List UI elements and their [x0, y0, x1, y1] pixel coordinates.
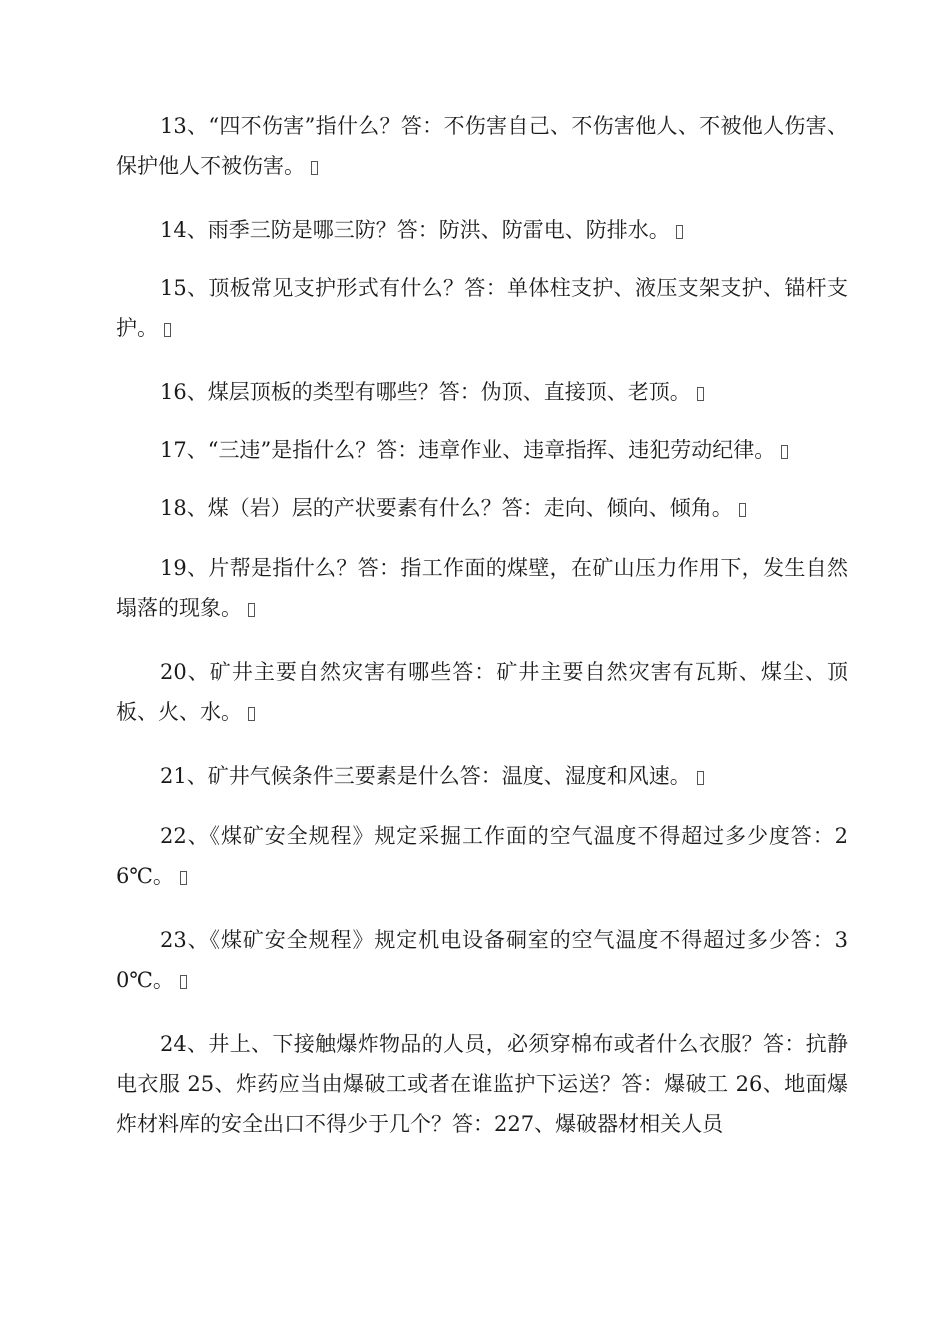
- qa-paragraph-22: [116, 816, 848, 896]
- placeholder-box-icon: [248, 603, 255, 617]
- placeholder-box-icon: [164, 323, 171, 337]
- qa-paragraph-16: [116, 372, 848, 412]
- placeholder-box-icon: [180, 871, 187, 885]
- paragraph-text: 17、“三违”是指什么？答：违章作业、违章指挥、违犯劳动纪律。: [160, 438, 776, 462]
- paragraph-text: 23、《煤矿安全规程》规定机电设备硐室的空气温度不得超过多少答：30℃。: [116, 928, 848, 992]
- placeholder-box-icon: [311, 161, 318, 175]
- qa-paragraph-19: [116, 548, 848, 628]
- placeholder-box-icon: [248, 707, 255, 721]
- paragraph-text: 15、顶板常见支护形式有什么？答：单体柱支护、液压支架支护、锚杆支护。: [116, 276, 848, 340]
- qa-paragraph-21: [116, 756, 848, 796]
- paragraph-text: 22、《煤矿安全规程》规定采掘工作面的空气温度不得超过多少度答：26℃。: [116, 824, 848, 888]
- qa-paragraph-15: [116, 268, 848, 348]
- placeholder-box-icon: [739, 503, 746, 517]
- paragraph-text: 18、煤（岩）层的产状要素有什么？答：走向、倾向、倾角。: [160, 496, 733, 520]
- qa-paragraph-17: [116, 430, 848, 470]
- paragraph-text: 21、矿井气候条件三要素是什么答：温度、湿度和风速。: [160, 764, 691, 788]
- qa-paragraph-18: [116, 488, 848, 528]
- placeholder-box-icon: [180, 975, 187, 989]
- qa-paragraph-14: [116, 210, 848, 250]
- paragraph-text: 16、煤层顶板的类型有哪些？答：伪顶、直接顶、老顶。: [160, 380, 691, 404]
- qa-paragraph-20: [116, 652, 848, 732]
- paragraph-text: 20、矿井主要自然灾害有哪些答：矿井主要自然灾害有瓦斯、煤尘、顶板、火、水。: [116, 660, 848, 724]
- placeholder-box-icon: [697, 387, 704, 401]
- paragraph-text: 19、片帮是指什么？答：指工作面的煤壁，在矿山压力作用下，发生自然塌落的现象。: [116, 556, 848, 620]
- paragraph-text: 14、雨季三防是哪三防？答：防洪、防雷电、防排水。: [160, 218, 670, 242]
- qa-paragraph-24: [116, 1024, 848, 1144]
- placeholder-box-icon: [676, 225, 683, 239]
- paragraph-text: 13、“四不伤害”指什么？答：不伤害自己、不伤害他人、不被他人伤害、保护他人不被伤害。: [116, 114, 848, 178]
- placeholder-box-icon: [781, 445, 788, 459]
- qa-paragraph-13: [116, 106, 848, 186]
- qa-paragraph-23: [116, 920, 848, 1000]
- placeholder-box-icon: [697, 771, 704, 785]
- paragraph-text: 24、井上、下接触爆炸物品的人员，必须穿棉布或者什么衣服？答：抗静电衣服 25、炸药应当由爆破工或者在谁监护下运送？答：爆破工 26、地面爆炸材料库的安全出口不得少于几个？答：227、爆破器材相关人员: [116, 1032, 848, 1136]
